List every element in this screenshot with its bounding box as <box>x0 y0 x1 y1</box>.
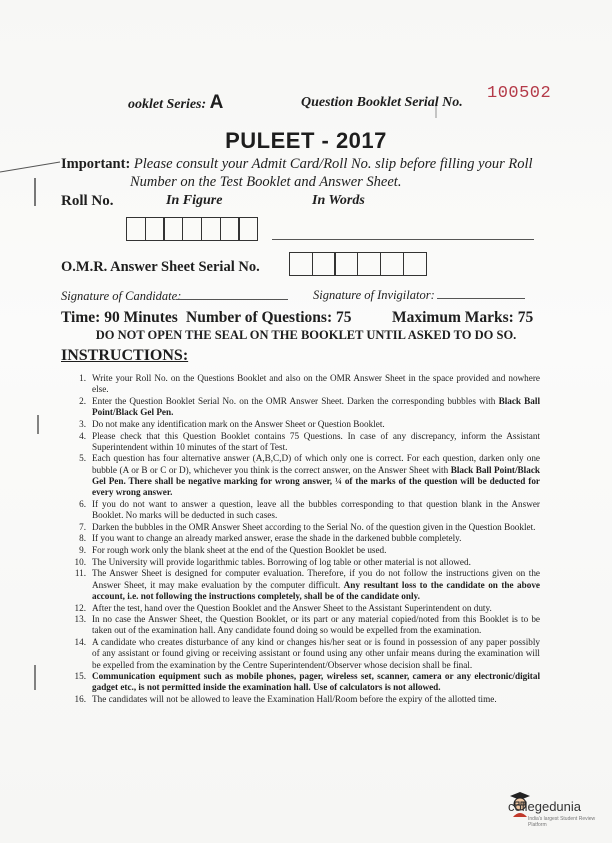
important-line2: Number on the Test Booklet and Answer Sheet. <box>130 174 402 190</box>
instruction-item <box>72 396 540 418</box>
instruction-text: The Answer Sheet is designed for computer evaluation. Therefore, if you do not follow the instructions given on the Answer Sheet, it may make evaluation by the computer difficult. <box>92 568 540 590</box>
instruction-item <box>72 533 540 544</box>
instruction-item <box>72 499 540 521</box>
omr-label: O.M.R. Answer Sheet Serial No. <box>61 259 260 275</box>
exam-time: Time: 90 Minutes <box>61 309 178 326</box>
omr-digit-box[interactable] <box>334 252 358 276</box>
instruction-text: Darken the bubbles in the OMR Answer Sheet according to the Serial No. of the question given in the Question Booklet. <box>92 521 536 532</box>
instruction-bold-text: Black Ball Point/Black Gel Pen. There shall be negative marking for wrong answer, ¼ of the marks of the question will be deducted for every wrong answer. <box>92 464 541 498</box>
instruction-text: The University will provide logarithmic tables. Borrowing of log table or other material is not allowed. <box>92 556 471 567</box>
instruction-item <box>72 614 540 636</box>
instruction-number: 5. <box>79 453 86 464</box>
instruction-text: After the test, hand over the Question Booklet and the Answer Sheet to the Assistant Superintendent on duty. <box>92 602 492 613</box>
roll-digit-box[interactable] <box>163 217 183 241</box>
invigilator-signature-label: Signature of Invigilator: <box>313 288 435 302</box>
instruction-number: 7. <box>79 521 86 532</box>
in-figure-label: In Figure <box>166 193 223 208</box>
roll-number-boxes[interactable] <box>126 217 257 241</box>
instruction-item <box>72 603 540 614</box>
instruction-item <box>72 671 540 693</box>
important-line1: Please consult your Admit Card/Roll No. slip before filling your Roll <box>133 156 533 172</box>
instruction-text: Please check that this Question Booklet contains 75 Questions. In case of any discrepancy, inform the Assistant Superintendent within 10 minutes of the start of Test. <box>92 430 540 452</box>
important-note <box>61 155 561 174</box>
instruction-item <box>72 694 540 705</box>
booklet-series-label: ooklet Series: <box>128 97 207 112</box>
instruction-text: Enter the Question Booklet Serial No. on the OMR Answer Sheet. Darken the corresponding bubbles with <box>92 395 499 406</box>
serial-label: Question Booklet Serial No. <box>301 95 463 110</box>
instruction-item <box>72 453 540 498</box>
instruction-item <box>72 568 540 602</box>
instruction-number: 15. <box>74 671 86 682</box>
omr-digit-box[interactable] <box>312 252 336 276</box>
candidate-signature-line[interactable] <box>176 299 288 300</box>
candidate-signature-label: Signature of Candidate: <box>61 289 182 303</box>
invigilator-signature-line[interactable] <box>437 298 525 299</box>
omr-digit-box[interactable] <box>380 252 404 276</box>
instruction-text: Each question has four alternative answer (A,B,C,D) of which only one is correct. For each question, darken only one bubble (A or B or C or D), whichever you think is the correct answer, on the Answer Sheet with <box>92 453 540 475</box>
instruction-item <box>72 522 540 533</box>
instruction-item <box>72 545 540 556</box>
instruction-text: In no case the Answer Sheet, the Question Booklet, or its part or any material copied/noted from this Booklet is to be taken out of the examination hall. Any candidate found doing so would be expelled from the examination. <box>92 614 540 636</box>
instruction-text: The candidates will not be allowed to leave the Examination Hall/Room before the expiry of the allotted time. <box>92 694 497 705</box>
roll-digit-box[interactable] <box>220 217 240 241</box>
roll-in-words-line[interactable] <box>272 239 534 240</box>
roll-digit-box[interactable] <box>126 217 146 241</box>
watermark-tagline: India's largest Student Review Platform <box>528 816 596 828</box>
omr-digit-box[interactable] <box>289 252 313 276</box>
instruction-number: 8. <box>79 533 86 544</box>
instruction-bold-text: Black Ball Point/Black Gel Pen. <box>92 395 540 418</box>
omr-digit-box[interactable] <box>357 252 381 276</box>
instruction-text: For rough work only the blank sheet at the end of the Question Booklet be used. <box>92 545 387 556</box>
roll-digit-box[interactable] <box>145 217 165 241</box>
instruction-number: 4. <box>79 430 86 441</box>
omr-serial-boxes[interactable] <box>289 252 425 276</box>
maximum-marks: Maximum Marks: 75 <box>392 309 534 326</box>
in-words-label: In Words <box>312 193 365 208</box>
roll-label: Roll No. <box>61 193 114 209</box>
instruction-text: Write your Roll No. on the Questions Booklet and also on the OMR Answer Sheet in the space provided and nowhere else. <box>92 373 540 395</box>
booklet-series-value: A <box>209 92 224 113</box>
instruction-text: If you do not want to answer a question, leave all the bubbles corresponding to that question blank in the Answer Booklet. No marks will be deducted in such cases. <box>92 498 540 520</box>
important-label: Important: <box>61 156 131 172</box>
instruction-number: 14. <box>74 637 86 648</box>
instruction-number: 12. <box>74 602 86 613</box>
roll-digit-box[interactable] <box>182 217 202 241</box>
page-title: PULEET - 2017 <box>225 128 387 153</box>
instruction-text: A candidate who creates disturbance of any kind or changes his/her seat or is found in possession of any paper possibly of any assistant or found giving or receiving assistant or found using any other unfair means during the examination will be expelled from the examination by the Centre Superintendent/Observer whose decision shall be final. <box>92 637 540 670</box>
instruction-item <box>72 431 540 453</box>
number-of-questions: Number of Questions: 75 <box>186 309 352 326</box>
booklet-series <box>128 92 223 114</box>
instructions-heading: INSTRUCTIONS: <box>61 347 189 364</box>
instruction-number: 16. <box>74 694 86 705</box>
roll-digit-box[interactable] <box>238 217 258 241</box>
instruction-number: 9. <box>79 545 86 556</box>
serial-number: 100502 <box>487 84 552 103</box>
instruction-bold-text: Any resultant loss to the candidate on the above account, i.e. not following the instructions completely, shall be of the candidate only. <box>92 579 541 601</box>
instructions-list <box>72 373 540 706</box>
instruction-item <box>72 557 540 568</box>
instruction-text: Do not make any identification mark on the Answer Sheet or Question Booklet. <box>92 418 385 429</box>
instruction-number: 2. <box>79 395 86 406</box>
omr-digit-box[interactable] <box>403 252 427 276</box>
instruction-number: 1. <box>79 373 86 383</box>
instruction-item <box>72 373 540 395</box>
instruction-number: 13. <box>74 614 86 625</box>
seal-warning: DO NOT OPEN THE SEAL ON THE BOOKLET UNTIL ASKED TO DO SO. <box>95 328 517 342</box>
instruction-number: 6. <box>79 498 86 509</box>
instruction-item <box>72 419 540 430</box>
roll-digit-box[interactable] <box>201 217 221 241</box>
instruction-item <box>72 637 540 671</box>
instruction-number: 11. <box>74 568 86 579</box>
stray-line <box>0 162 60 172</box>
instruction-number: 10. <box>74 556 86 567</box>
watermark-brand: collegedunia <box>508 799 582 814</box>
instruction-bold-text: Communication equipment such as mobile phones, pager, wireless set, scanner, camera or any electronic/digital gadget etc., is not permitted inside the examination hall. Use of calculators is not allowed. <box>92 671 540 693</box>
instruction-text: If you want to change an already marked answer, erase the shade in the darkened bubble completely. <box>92 533 462 544</box>
instruction-number: 3. <box>79 418 86 429</box>
